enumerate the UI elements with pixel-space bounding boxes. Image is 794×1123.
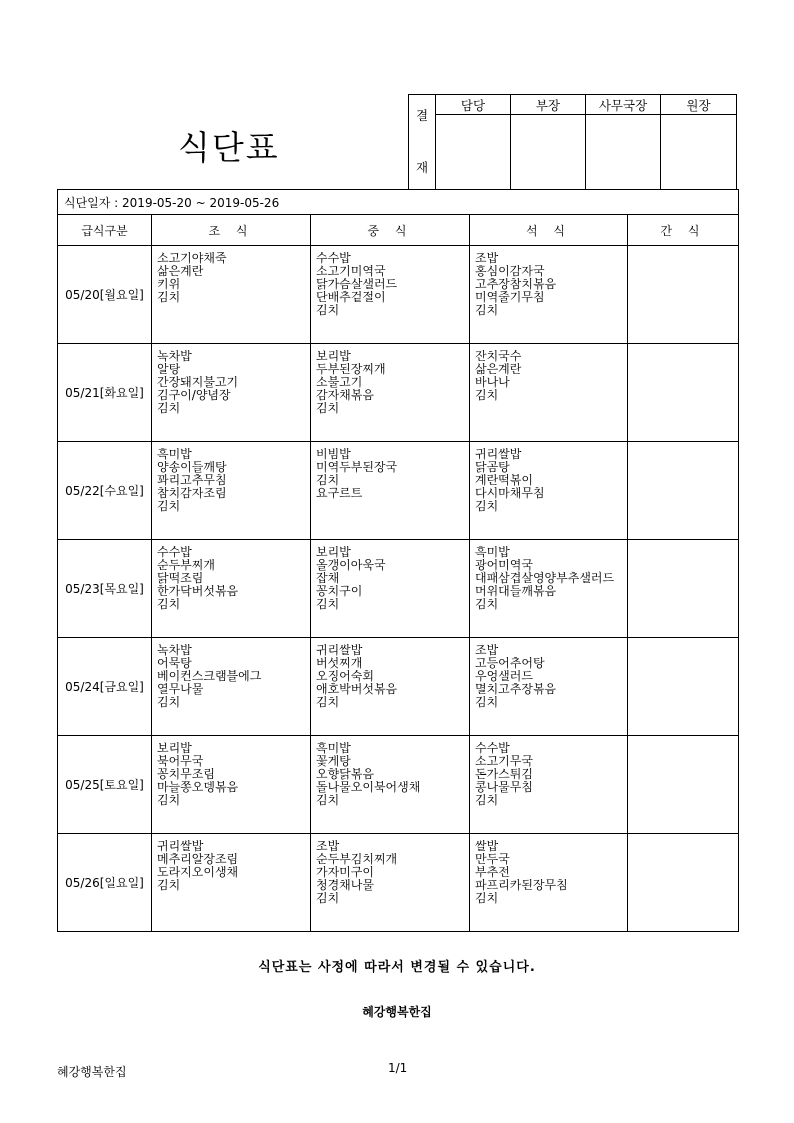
menu-item: 흑미밥 <box>316 742 351 755</box>
menu-item: 만두국 <box>475 853 510 866</box>
menu-item: 한가닥버섯볶음 <box>157 585 239 598</box>
day-label: 05/22[수요일] <box>58 442 152 540</box>
menu-item: 김치 <box>316 304 340 317</box>
menu-item: 돌나물오이북어생채 <box>316 781 421 794</box>
menu-item: 머위대들깨볶음 <box>475 585 557 598</box>
menu-item: 김치 <box>475 794 499 807</box>
menu-item: 멸치고추장볶음 <box>475 683 557 696</box>
menu-item: 삶은계란 <box>475 363 522 376</box>
menu-item: 버섯찌개 <box>316 657 363 670</box>
menu-item: 김치 <box>316 696 340 709</box>
snack-cell <box>628 344 739 442</box>
menu-item: 김치 <box>475 696 499 709</box>
page-number: 1/1 <box>388 1061 408 1075</box>
dinner-cell <box>470 442 628 540</box>
menu-item: 꽃게탕 <box>316 755 351 768</box>
menu-item: 소고기야채죽 <box>157 252 227 265</box>
footer-organization: 혜강행복한집 <box>57 1065 127 1079</box>
menu-item: 꽈리고추무침 <box>157 474 227 487</box>
menu-item: 김치 <box>157 879 181 892</box>
menu-item: 조밥 <box>316 840 340 853</box>
lunch-cell <box>311 638 470 736</box>
table-row <box>58 246 739 344</box>
menu-item: 오향닭볶음 <box>316 768 374 781</box>
menu-item: 흑미밥 <box>157 448 192 461</box>
snack-cell <box>628 246 739 344</box>
menu-item: 베이컨스크램블에그 <box>157 670 262 683</box>
menu-item: 참치감자조림 <box>157 487 227 500</box>
menu-item: 조밥 <box>475 252 499 265</box>
menu-item: 우엉샐러드 <box>475 670 533 683</box>
menu-item: 흑미밥 <box>475 546 510 559</box>
approval-sign-head <box>511 115 586 190</box>
menu-item: 가자미구이 <box>316 866 374 879</box>
menu-item: 김치 <box>157 402 181 415</box>
menu-item: 북어무국 <box>157 755 204 768</box>
menu-item: 고등어추어탕 <box>475 657 545 670</box>
approval-sign-manager <box>436 115 511 190</box>
day-label: 05/26[일요일] <box>58 834 152 932</box>
dinner-cell <box>470 736 628 834</box>
menu-item: 어묵탕 <box>157 657 192 670</box>
menu-item: 요구르트 <box>316 487 363 500</box>
snack-cell <box>628 834 739 932</box>
menu-item: 수수밥 <box>475 742 510 755</box>
menu-item: 김치 <box>475 598 499 611</box>
menu-item: 계란떡볶이 <box>475 474 533 487</box>
snack-cell <box>628 736 739 834</box>
menu-item: 오징어숙회 <box>316 670 374 683</box>
approval-role-secretary: 사무국장 <box>586 95 661 115</box>
menu-item: 김구이/양념장 <box>157 389 231 402</box>
day-label: 05/21[화요일] <box>58 344 152 442</box>
snack-cell <box>628 442 739 540</box>
dinner-cell <box>470 638 628 736</box>
day-label: 05/23[목요일] <box>58 540 152 638</box>
breakfast-cell <box>152 246 311 344</box>
menu-item: 파프리카된장무침 <box>475 879 568 892</box>
approval-sign-director <box>661 115 737 190</box>
menu-table <box>57 189 739 932</box>
menu-item: 조밥 <box>475 644 499 657</box>
menu-item: 보리밥 <box>157 742 192 755</box>
menu-item: 잡채 <box>316 572 340 585</box>
menu-item: 대패삼겹살영양부추샐러드 <box>475 571 615 585</box>
approval-role-head: 부장 <box>511 95 586 115</box>
table-row <box>58 638 739 736</box>
menu-item: 김치 <box>316 892 340 905</box>
lunch-cell <box>311 834 470 932</box>
menu-item: 돈가스튀김 <box>475 768 533 781</box>
breakfast-cell <box>152 540 311 638</box>
menu-item: 비빔밥 <box>316 448 351 461</box>
lunch-cell <box>311 246 470 344</box>
menu-item: 김치 <box>316 402 340 415</box>
menu-item: 소고기무국 <box>475 755 533 768</box>
table-row <box>58 442 739 540</box>
day-label: 05/20[월요일] <box>58 246 152 344</box>
lunch-cell <box>311 540 470 638</box>
menu-item: 마늘쫑오뎅볶음 <box>157 781 239 794</box>
menu-item: 양송이들깨탕 <box>157 461 227 474</box>
menu-item: 간장돼지불고기 <box>157 376 239 389</box>
menu-item: 삶은계란 <box>157 265 204 278</box>
menu-item: 감자채볶음 <box>316 389 374 402</box>
menu-item: 올갱이아욱국 <box>316 559 386 572</box>
breakfast-cell <box>152 736 311 834</box>
table-row <box>58 736 739 834</box>
menu-item: 귀리쌀밥 <box>316 644 363 657</box>
menu-item: 김치 <box>157 291 181 304</box>
menu-item: 소불고기 <box>316 376 363 389</box>
table-row <box>58 540 739 638</box>
menu-item: 귀리쌀밥 <box>157 840 204 853</box>
menu-item: 콩나물무침 <box>475 781 533 794</box>
approval-label-bottom: 재 <box>415 160 429 175</box>
menu-item: 청경채나물 <box>316 879 374 892</box>
menu-item: 보리밥 <box>316 350 351 363</box>
header-snack: 간 식 <box>628 215 739 246</box>
menu-item: 단배추겉절이 <box>316 291 386 304</box>
menu-item: 소고기미역국 <box>316 265 386 278</box>
date-range: 식단일자 : 2019-05-20 ~ 2019-05-26 <box>58 190 739 215</box>
day-rows <box>58 246 739 932</box>
notice-text: 식단표는 사정에 따라서 변경될 수 있습니다. <box>258 960 536 975</box>
menu-item: 김치 <box>475 304 499 317</box>
menu-item: 메추리알장조림 <box>157 853 239 866</box>
menu-item: 순두부찌개 <box>157 559 215 572</box>
header-dinner: 석 식 <box>470 215 628 246</box>
menu-item: 김치 <box>316 474 340 487</box>
menu-item: 다시마채무침 <box>475 487 545 500</box>
page-title: 식단표 <box>178 128 280 167</box>
menu-item: 김치 <box>316 598 340 611</box>
menu-item: 도라지오이생채 <box>157 866 239 879</box>
snack-cell <box>628 638 739 736</box>
menu-item: 닭떡조림 <box>157 572 204 585</box>
menu-item: 열무나물 <box>157 683 204 696</box>
dinner-cell <box>470 246 628 344</box>
approval-label <box>409 95 436 190</box>
menu-item: 김치 <box>157 598 181 611</box>
lunch-cell <box>311 736 470 834</box>
menu-item: 김치 <box>157 794 181 807</box>
menu-item: 김치 <box>157 500 181 513</box>
menu-item: 쌀밥 <box>475 840 499 853</box>
approval-role-director: 원장 <box>661 95 737 115</box>
day-label: 05/24[금요일] <box>58 638 152 736</box>
table-row <box>58 344 739 442</box>
approval-label-top: 결 <box>415 108 429 123</box>
header-lunch: 중 식 <box>311 215 470 246</box>
menu-item: 애호박버섯볶음 <box>316 683 398 696</box>
menu-item: 김치 <box>475 389 499 402</box>
menu-item: 김치 <box>475 500 499 513</box>
menu-item: 광어미역국 <box>475 559 533 572</box>
menu-item: 바나나 <box>475 376 510 389</box>
menu-item: 부추전 <box>475 866 510 879</box>
approval-box <box>408 94 737 190</box>
header-breakfast: 조 식 <box>152 215 311 246</box>
breakfast-cell <box>152 344 311 442</box>
menu-item: 김치 <box>316 794 340 807</box>
menu-item: 알탕 <box>157 363 181 376</box>
menu-item: 키위 <box>157 278 181 291</box>
dinner-cell <box>470 540 628 638</box>
menu-item: 미역두부된장국 <box>316 461 398 474</box>
breakfast-cell <box>152 834 311 932</box>
lunch-cell <box>311 344 470 442</box>
menu-item: 수수밥 <box>316 252 351 265</box>
menu-item: 보리밥 <box>316 546 351 559</box>
menu-item: 잔치국수 <box>475 350 522 363</box>
menu-item: 고추장참치볶음 <box>475 278 557 291</box>
menu-item: 귀리쌀밥 <box>475 448 522 461</box>
menu-item: 김치 <box>475 892 499 905</box>
menu-item: 닭곰탕 <box>475 461 510 474</box>
menu-item: 순두부김치찌개 <box>316 853 398 866</box>
day-label: 05/25[토요일] <box>58 736 152 834</box>
approval-sign-secretary <box>586 115 661 190</box>
menu-item: 수수밥 <box>157 546 192 559</box>
menu-item: 미역줄기무침 <box>475 291 545 304</box>
menu-item: 닭가슴살샐러드 <box>316 278 398 291</box>
dinner-cell <box>470 344 628 442</box>
menu-item: 꽁치무조림 <box>157 768 215 781</box>
lunch-cell <box>311 442 470 540</box>
table-row <box>58 834 739 932</box>
dinner-cell <box>470 834 628 932</box>
snack-cell <box>628 540 739 638</box>
menu-item: 김치 <box>157 696 181 709</box>
breakfast-cell <box>152 638 311 736</box>
menu-item: 두부된장찌개 <box>316 363 386 376</box>
breakfast-cell <box>152 442 311 540</box>
menu-item: 녹차밥 <box>157 644 192 657</box>
menu-item: 꽁치구이 <box>316 585 363 598</box>
menu-item: 홍심이감자국 <box>475 265 545 278</box>
organization-name: 혜강행복한집 <box>362 1005 432 1019</box>
approval-role-manager: 담당 <box>436 95 511 115</box>
header-category: 급식구분 <box>58 215 152 246</box>
menu-item: 녹차밥 <box>157 350 192 363</box>
